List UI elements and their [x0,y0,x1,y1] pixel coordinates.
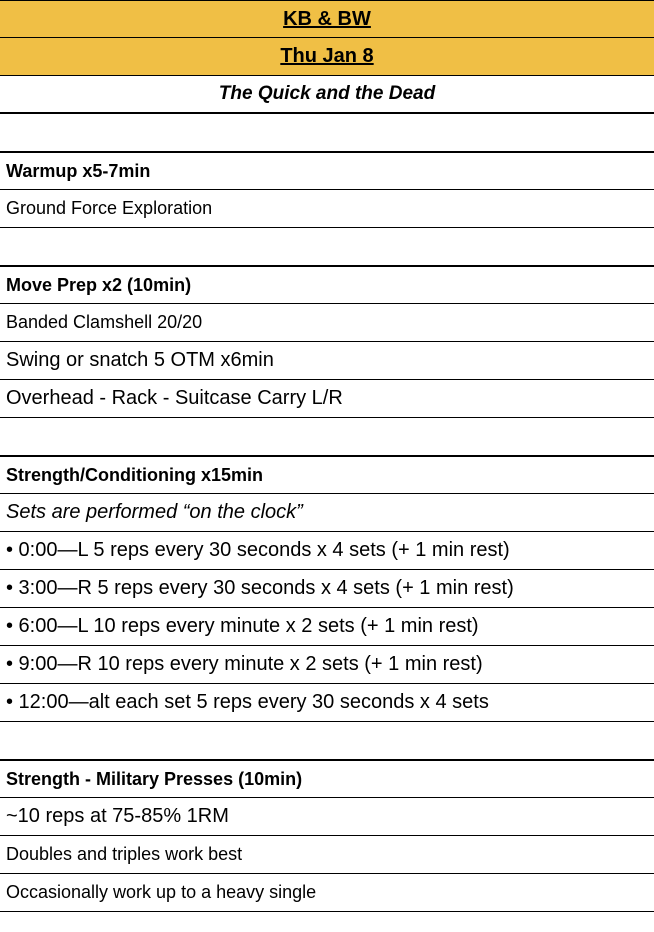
move-prep-item: Overhead - Rack - Suitcase Carry L/R [0,380,654,418]
strength-conditioning-item: • 3:00—R 5 reps every 30 seconds x 4 sets (+ 1 min rest) [0,570,654,608]
strength-conditioning-item: • 0:00—L 5 reps every 30 seconds x 4 sets (+ 1 min rest) [0,532,654,570]
warmup-item: Ground Force Exploration [0,190,654,228]
military-presses-item: Doubles and triples work best [0,836,654,874]
blank-row [0,722,654,760]
blank-row [0,418,654,456]
blank-row [0,114,654,152]
move-prep-item: Swing or snatch 5 OTM x6min [0,342,654,380]
sheet-title: KB & BW [0,0,654,38]
strength-conditioning-item: • 12:00—alt each set 5 reps every 30 seconds x 4 sets [0,684,654,722]
warmup-heading: Warmup x5-7min [0,152,654,190]
strength-conditioning-item: • 6:00—L 10 reps every minute x 2 sets (+ 1 min rest) [0,608,654,646]
sheet-date: Thu Jan 8 [0,38,654,76]
strength-conditioning-heading: Strength/Conditioning x15min [0,456,654,494]
workout-name: The Quick and the Dead [0,76,654,114]
move-prep-heading: Move Prep x2 (10min) [0,266,654,304]
move-prep-item: Banded Clamshell 20/20 [0,304,654,342]
blank-row [0,228,654,266]
military-presses-heading: Strength - Military Presses (10min) [0,760,654,798]
military-presses-item: Occasionally work up to a heavy single [0,874,654,912]
strength-conditioning-item: • 9:00—R 10 reps every minute x 2 sets (+ 1 min rest) [0,646,654,684]
strength-conditioning-note: Sets are performed “on the clock” [0,494,654,532]
military-presses-item: ~10 reps at 75-85% 1RM [0,798,654,836]
